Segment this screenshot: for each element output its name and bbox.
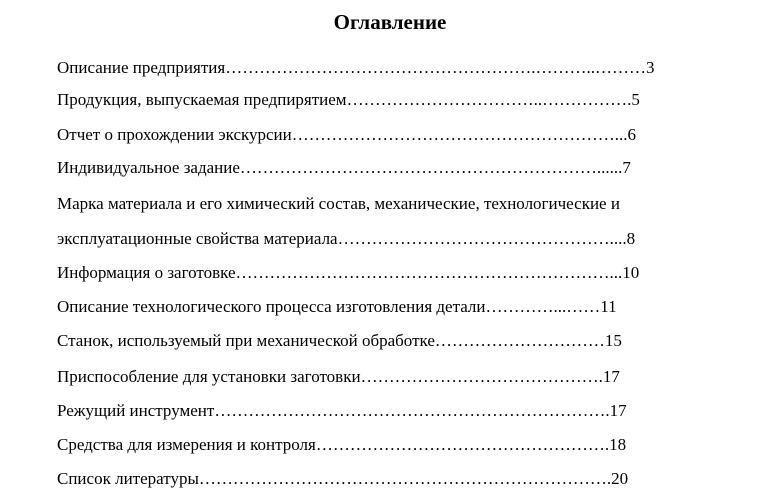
toc-entry: Отчет о прохождении экскурсии…………………………………………………...6 bbox=[57, 125, 637, 144]
toc-entry: Приспособление для установки заготовки…………………………………….17 bbox=[57, 367, 620, 386]
toc-entry: Описание технологического процесса изготовления детали…………...……11 bbox=[57, 297, 617, 316]
toc-entry: Станок, используемый при механической обработке…………………………15 bbox=[57, 331, 622, 350]
toc-entry: Описание предприятия……………………………………………….………..………3 bbox=[57, 58, 655, 77]
toc-entry: Режущий инструмент…………………………………………………………….17 bbox=[57, 401, 627, 420]
toc-entry: Средства для измерения и контроля…………………………………………….18 bbox=[57, 435, 627, 454]
toc-entry: Индивидуальное задание………………………………………………………......7 bbox=[57, 158, 631, 177]
toc-title: Оглавление bbox=[333, 10, 447, 34]
toc-entry: Продукция, выпускаемая предпирятием……………………………..…………….5 bbox=[57, 90, 640, 109]
toc-entry: Информация о заготовке…………………………………………………………...10 bbox=[57, 263, 640, 282]
toc-entry: эксплуатационные свойства материала…………………………………………....8 bbox=[57, 229, 636, 248]
toc-entry: Марка материала и его химический состав, механические, технологические и bbox=[57, 194, 620, 213]
toc-entry: Список литературы……………………………………………………………….20 bbox=[57, 469, 629, 488]
